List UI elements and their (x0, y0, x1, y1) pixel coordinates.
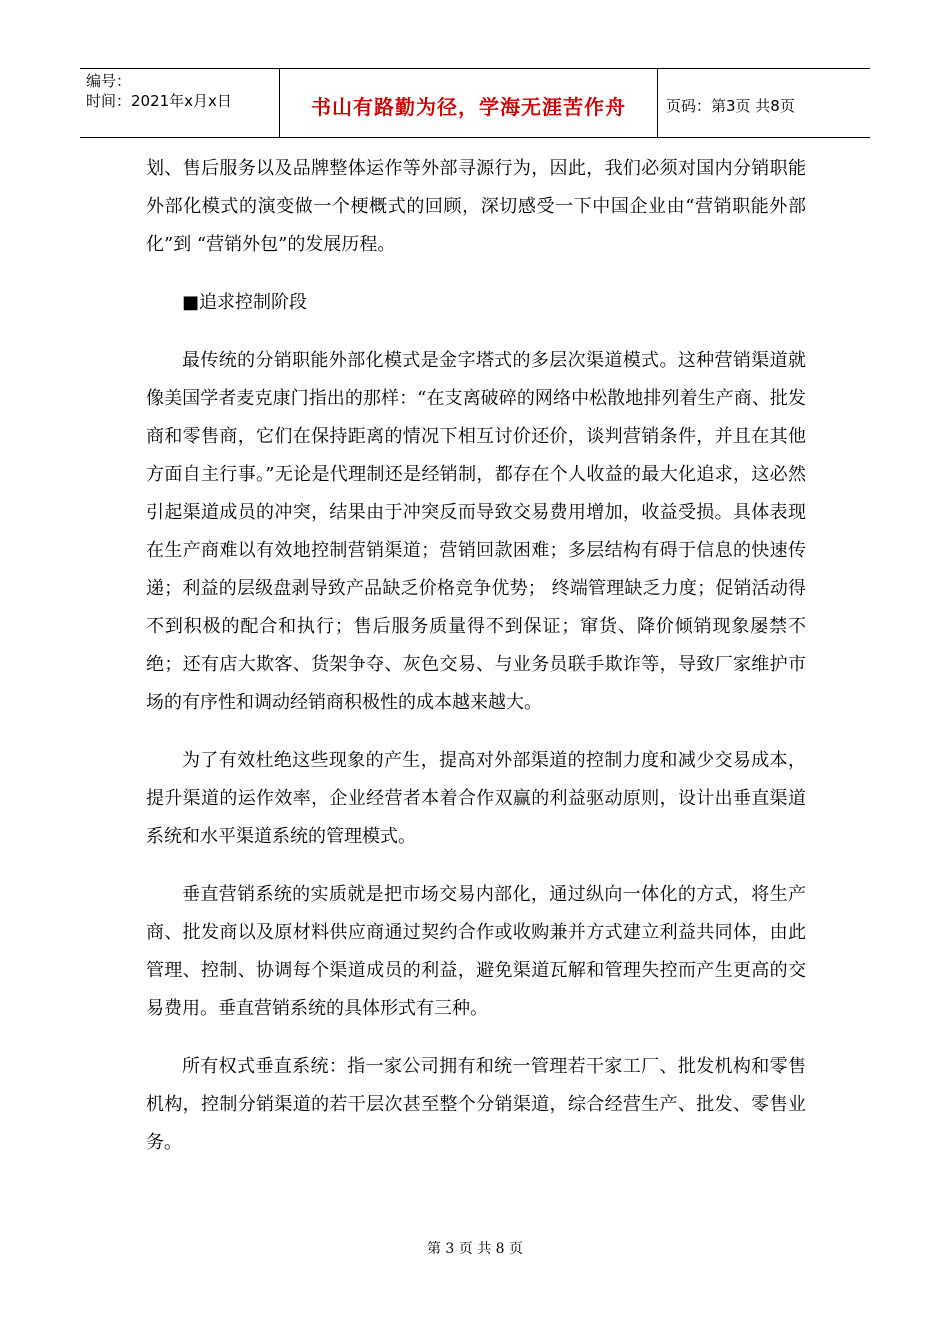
paragraph: 最传统的分销职能外部化模式是金字塔式的多层次渠道模式。这种营销渠道就像美国学者麦克康门指出的那样：“在支离破碎的网络中松散地排列着生产商、批发商和零售商，它们在保持距离的情况下相互讨价还价，谈判营销条件，并且在其他方面自主行事。”无论是代理制还是经销制，都存在个人收益的最大化追求，这必然引起渠道成员的冲突，结果由于冲突反而导致交易费用增加，收益受损。具体表现在生产商难以有效地控制营销渠道；营销回款困难；多层结构有碍于信息的快速传递；利益的层级盘剥导致产品缺乏价格竞争优势； 终端管理缺乏力度；促销活动得不到积极的配合和执行；售后服务质量得不到保证；窜货、降价倾销现象屡禁不绝；还有店大欺客、货架争夺、灰色交易、与业务员联手欺诈等，导致厂家维护市场的有序性和调动经销商积极性的成本越来越大。 (146, 350, 806, 713)
section-heading: ■追求控制阶段 (182, 292, 308, 313)
header-motto: 书山有路勤为径，学海无涯苦作舟 (280, 69, 658, 137)
document-header (80, 68, 870, 138)
document-number: 编号： (86, 72, 132, 90)
header-meta (80, 69, 280, 137)
document-body (146, 150, 806, 1182)
paragraph: 为了有效杜绝这些现象的产生，提高对外部渠道的控制力度和减少交易成本，提升渠道的运作效率，企业经营者本着合作双赢的利益驱动原则，设计出垂直渠道系统和水平渠道系统的管理模式。 (146, 750, 806, 847)
page-footer: 第 3 页 共 8 页 (426, 1241, 524, 1257)
paragraph: 所有权式垂直系统：指一家公司拥有和统一管理若干家工厂、批发机构和零售机构，控制分销渠道的若干层次甚至整个分销渠道，综合经营生产、批发、零售业务。 (146, 1056, 806, 1153)
document-date: 时间：2021年x月x日 (86, 92, 232, 110)
paragraph-continuation: 划、售后服务以及品牌整体运作等外部寻源行为，因此，我们必须对国内分销职能外部化模式的演变做一个梗概式的回顾，深切感受一下中国企业由“营销职能外部化”到 “营销外包”的发展历程。 (146, 158, 806, 255)
header-page-number: 页码：第3页 共8页 (666, 96, 795, 115)
paragraph: 垂直营销系统的实质就是把市场交易内部化，通过纵向一体化的方式，将生产商、批发商以及原材料供应商通过契约合作或收购兼并方式建立利益共同体，由此管理、控制、协调每个渠道成员的利益，避免渠道瓦解和管理失控而产生更高的交易费用。垂直营销系统的具体形式有三种。 (146, 884, 806, 1019)
